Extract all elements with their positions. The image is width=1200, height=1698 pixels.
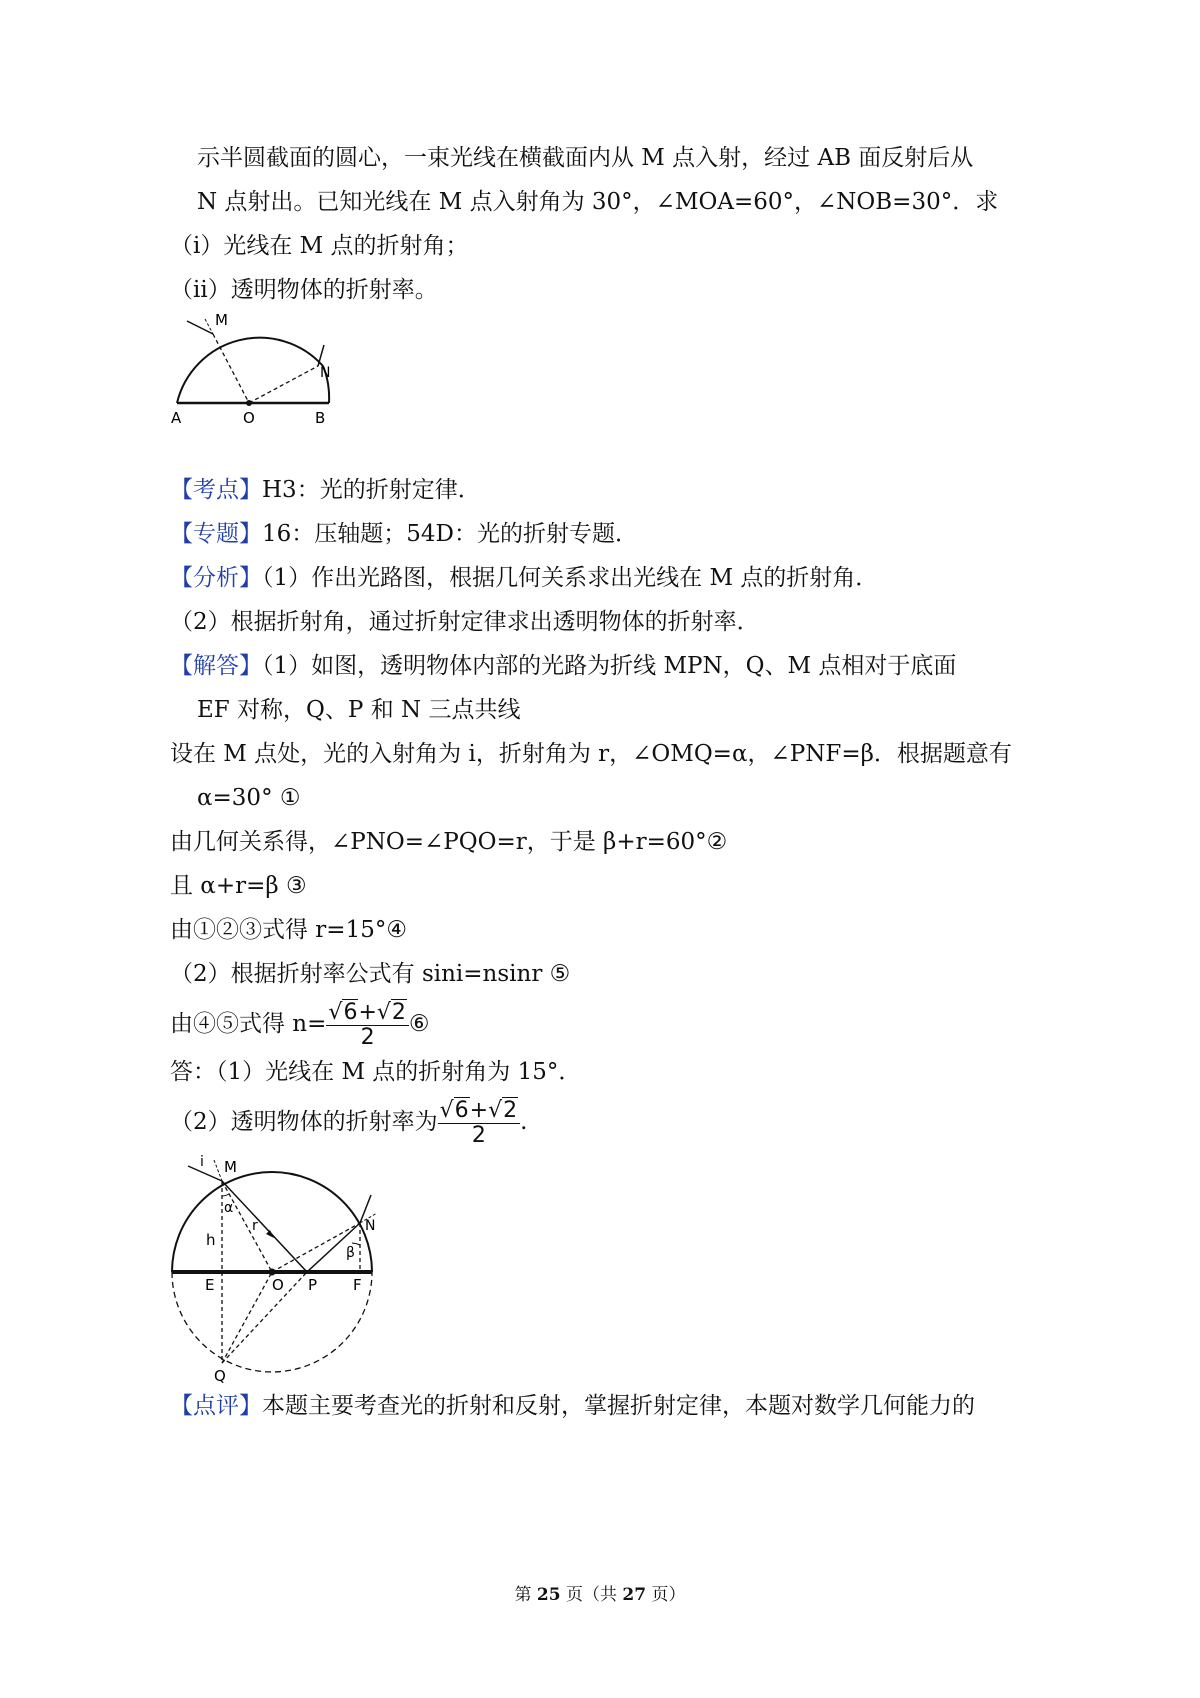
dianping-tag: 【点评】 [170,1393,262,1419]
label-h: h [206,1231,216,1249]
zhuanti-text: 16：压轴题；54D：光的折射专题． [262,521,638,547]
segment-qo [222,1272,272,1363]
answer-line-2 [170,1094,527,1150]
label-n: N [365,1218,376,1234]
jieda-line-9-suffix: ⑥ [408,1011,430,1037]
jieda-line-9-prefix: 由④⑤式得 n= [170,1011,327,1037]
jieda-line-7: 由①②③式得 r=15°④ [170,917,407,943]
jieda-line-5: 由几何关系得，∠PNO=∠PQO=r，于是 β+r=60°② [170,829,728,855]
label-i: i [200,1154,204,1170]
upper-semicircle [172,1172,372,1272]
frac-denominator-answer: 2 [471,1122,486,1148]
jieda-text-1: （1）如图，透明物体内部的光路为折线 MPN，Q、M 点相对于底面 [262,653,957,679]
refracted-ray-mp [222,1181,307,1272]
normal-om [213,334,249,403]
frac-denominator: 2 [360,1024,375,1050]
jieda-line-3: 设在 M 点处，光的入射角为 i，折射角为 r，∠OMQ=α，∠PNF=β．根据题意有 [170,741,1012,767]
incident-ray [188,1166,222,1181]
fenxi-line [170,562,878,594]
semicircle-arc [177,338,323,403]
label-o: O [272,1276,284,1294]
label-f: F [353,1276,362,1294]
jieda-line-8: （2）根据折射率公式有 sini=nsinr ⑤ [170,961,571,987]
footer-post: 页） [646,1585,686,1605]
sqrt-two: 2 [391,999,406,1025]
center-dot [269,1269,276,1276]
label-o: O [243,409,255,427]
dianping-text: 本题主要考查光的折射和反射，掌握折射定律，本题对数学几何能力的 [262,1393,975,1419]
zhuanti-line [170,518,638,550]
footer-page-number: 25 [536,1585,561,1605]
label-m: M [215,311,228,329]
kaodian-tag: 【考点】 [170,477,262,503]
label-b: B [315,409,326,427]
footer-total-pages: 27 [622,1585,647,1605]
fraction-n: $\frac{√6+√2}{2}$ [326,1001,409,1050]
label-e: E [205,1276,215,1294]
fenxi-text-1: （1）作出光路图，根据几何关系求出光线在 M 点的折射角． [262,565,879,591]
arrow-mp [266,1230,274,1238]
kaodian-line [170,474,481,506]
jieda-line-9 [170,996,430,1052]
page-footer [0,1580,1200,1605]
answer-line-1: 答：（1）光线在 M 点的折射角为 15°． [170,1059,582,1085]
segment-qp [222,1272,307,1363]
label-p: P [308,1276,318,1294]
question-part-1: （ⅰ）光线在 M 点的折射角； [170,233,469,259]
question-part-2: （ⅱ）透明物体的折射率。 [170,277,438,303]
fenxi-tag: 【分析】 [170,565,262,591]
fenxi-text-2: （2）根据折射角，通过折射定律求出透明物体的折射率． [170,609,760,635]
label-m: M [224,1158,237,1176]
answer-line-2-suffix: . [520,1109,528,1135]
jieda-tag: 【解答】 [170,653,262,679]
answer-line-2-prefix: （2）透明物体的折射率为 [170,1109,438,1135]
frac-plus: + [358,999,377,1025]
figure-semicircle [165,305,345,430]
line-on [249,366,318,403]
label-a: A [171,409,182,427]
label-q: Q [214,1367,226,1385]
incident-ray [187,321,213,334]
angle-alpha-arc [222,1194,229,1196]
question-line-1: 示半圆截面的圆心，一束光线在横截面内从 M 点入射，经过 AB 面反射后从 [197,145,974,171]
dianping-line [170,1390,975,1422]
kaodian-text: H3：光的折射定律． [262,477,481,503]
jieda-line-4: α=30° ① [197,785,301,811]
sqrt-six: 6 [343,999,358,1025]
center-dot [246,400,252,406]
fraction-n-answer: $\frac{√6+√2}{2}$ [438,1099,521,1148]
label-r: r [252,1218,258,1234]
label-beta: β [346,1245,355,1261]
question-line-2: N 点射出。已知光线在 M 点入射角为 30°，∠MOA=60°，∠NOB=30°．求 [197,189,999,215]
footer-mid: 页（共 [560,1585,623,1605]
label-n: N [320,365,331,381]
frac-plus-answer: + [469,1097,489,1123]
sqrt-two-answer: 2 [503,1097,518,1123]
jieda-line-1 [170,650,956,682]
zhuanti-tag: 【专题】 [170,521,262,547]
jieda-line-6: 且 α+r=β ③ [170,873,307,899]
figure-light-path [160,1150,400,1385]
sqrt-six-answer: 6 [454,1097,469,1123]
label-alpha: α [224,1200,234,1216]
jieda-line-2: EF 对称，Q、P 和 N 三点共线 [197,697,521,723]
footer-pre: 第 [514,1585,537,1605]
